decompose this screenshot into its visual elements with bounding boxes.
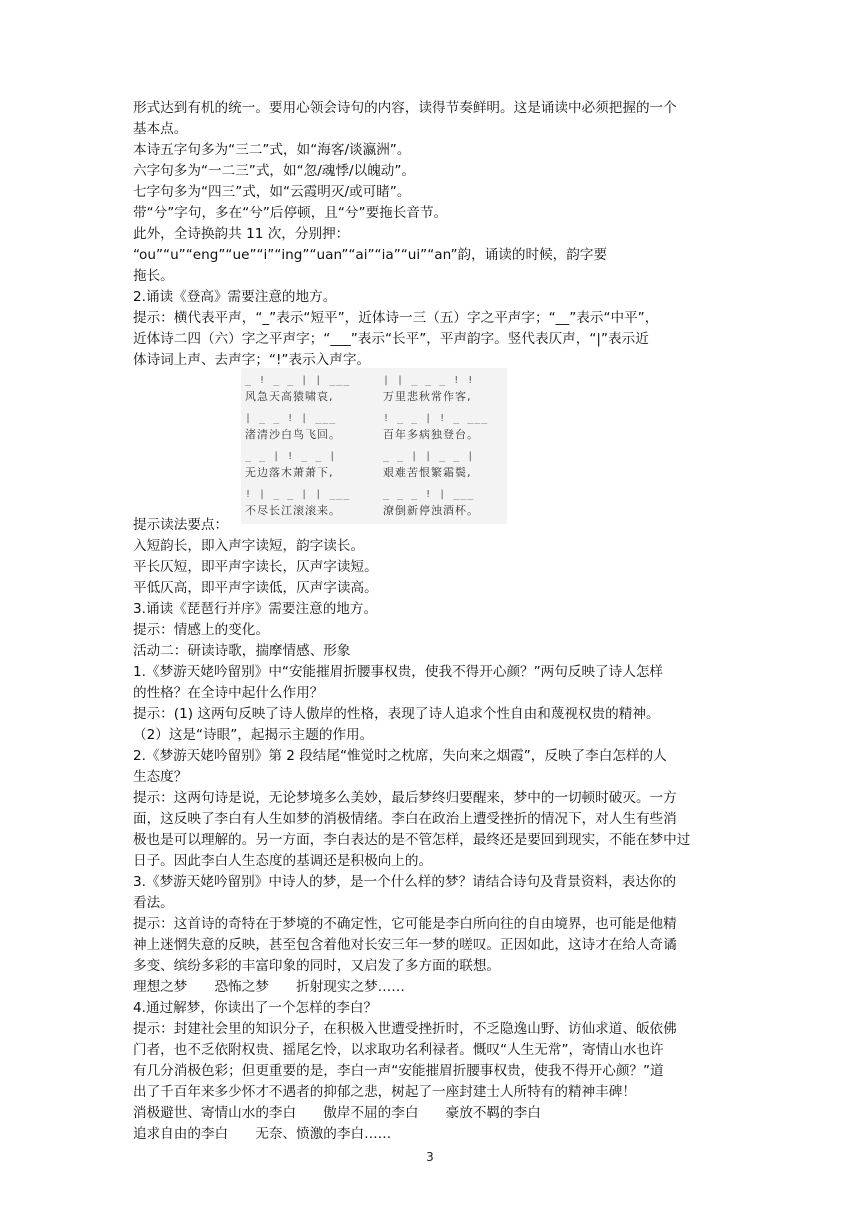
text-line: 提示读法要点： [133,517,229,533]
poem-line: 不尽长江滚滚来。 [245,504,341,517]
text-line: 带“兮”字句，多在“兮”后停顿，且“兮”要拖长音节。 [133,205,448,221]
tone-marks: _ _ _ ! | ___ [383,489,475,500]
poem-line: 潦倒新停浊酒杯。 [383,504,479,517]
poem-tone-figure [241,368,507,524]
text-line: 神上迷惘失意的反映，甚至包含着他对长安三年一梦的嗟叹。正因如此，这诗才在给人奇谲 [133,937,677,953]
text-line: 1.《梦游天姥吟留别》中“安能摧眉折腰事权贵，使我不得开心颜？”两句反映了诗人怎样 [133,664,664,680]
text-line: 提示：情感上的变化。 [133,622,269,638]
tone-marks: | _ _ ! | ___ [245,413,337,424]
text-line: 拖长。 [133,268,174,284]
text-line: 极也是可以理解的。另一方面，李白表达的是不管怎样，最终还是要回到现实，不能在梦中过 [133,832,691,848]
text-line: 提示：这两句诗是说，无论梦境多么美妙，最后梦终归要醒来，梦中的一切顿时破灭。一方 [133,790,677,806]
text-line: 七字句多为“四三”式，如“云霞明灭/或可睹”。 [133,184,411,200]
text-line: “ou”“u”“eng”“ue”“i”“ing”“uan”“ai”“ia”“ui”“an”韵，诵读的时候，韵字要 [133,247,608,263]
text-line: 提示：横代表平声，“_”表示“短平”，近体诗一三（五）字之平声字；“__”表示“中平”， [133,310,659,326]
text-line: 平长仄短，即平声字读长，仄声字读短。 [133,559,378,575]
text-line: 的性格？在全诗中起什么作用？ [133,685,324,701]
poem-line: 万里悲秋常作客, [383,390,472,403]
text-line: 日子。因此李白人生态度的基调还是积极向上的。 [133,853,433,869]
text-line: 多变、缤纷多彩的丰富印象的同时，又启发了多方面的联想。 [133,958,501,974]
text-line: 3.《梦游天姥吟留别》中诗人的梦，是一个什么样的梦？请结合诗句及背景资料，表达你的 [133,874,677,890]
text-line: 3.诵读《琵琶行并序》需要注意的地方。 [133,601,378,617]
text-line: 消极避世、寄情山水的李白 傲岸不屈的李白 豪放不羁的李白 [133,1105,541,1121]
text-line: 门者，也不乏依附权贵、摇尾乞怜，以求取功名利禄者。慨叹“人生无常”，寄情山水也许 [133,1042,664,1058]
page-number: 3 [426,1150,434,1164]
text-line: 六字句多为“一二三”式，如“忽/魂悸/以魄动”。 [133,163,416,179]
text-line: 提示：封建社会里的知识分子，在积极入世遭受挫折时，不乏隐逸山野、访仙求道、皈依佛 [133,1021,677,1037]
text-line: 近体诗二四（六）字之平声字；“___”表示“长平”，平声韵字。竖代表仄声，“|”表示近 [133,331,649,347]
tone-marks: ! | _ _ | | ___ [245,489,351,500]
text-line: 入短韵长，即入声字读短，韵字读长。 [133,538,365,554]
poem-line: 百年多病独登台。 [383,428,479,441]
text-line: 有几分消极色彩；但更重要的是，李白一声“安能摧眉折腰事权贵，使我不得开心颜？”道 [133,1063,664,1079]
tone-marks: ! _ _ | ! _ ___ [383,413,489,424]
text-line: 平低仄高，即平声字读低，仄声字读高。 [133,580,378,596]
text-line: （2）这是“诗眼”，起揭示主题的作用。 [133,727,374,743]
text-line: 4.通过解梦，你读出了一个怎样的李白？ [133,1000,378,1016]
text-line: 追求自由的李白 无奈、愤激的李白…… [133,1126,392,1142]
text-line: 基本点。 [133,121,188,137]
text-line: 此外，全诗换韵共 11 次，分别押： [133,226,350,242]
text-line: 提示：这首诗的奇特在于梦境的不确定性，它可能是李白所向往的自由境界，也可能是他精 [133,916,677,932]
text-line: 体诗词上声、去声字；“!”表示入声字。 [133,352,371,368]
poem-line: 无边落木萧萧下, [245,466,334,479]
text-line: 2.《梦游天姥吟留别》第 2 段结尾“惟觉时之枕席，失向来之烟霞”，反映了李白怎样的人 [133,748,667,764]
tone-marks: _ _ | | _ _ | [383,451,475,462]
text-line: 出了千百年来多少怀才不遇者的抑郁之悲，树起了一座封建士人所特有的精神丰碑！ [133,1084,636,1100]
text-line: 2.诵读《登高》需要注意的地方。 [133,289,337,305]
text-line: 理想之梦 恐怖之梦 折射现实之梦…… [133,979,405,995]
tone-marks: | | _ _ _ ! ! [383,375,475,386]
text-line: 提示：(1) 这两句反映了诗人傲岸的性格，表现了诗人追求个性自由和蔑视权贵的精神。 [133,706,660,722]
text-line: 生态度？ [133,769,188,785]
tone-marks: _ _ | ! _ _ | [245,451,337,462]
text-line: 面，这反映了李白有人生如梦的消极情绪。李白在政治上遭受挫折的情况下，对人生有些消 [133,811,677,827]
poem-line: 风急天高猿啸哀, [245,390,334,403]
text-line: 本诗五字句多为“三二”式，如“海客/谈瀛洲”。 [133,142,411,158]
poem-line: 渚清沙白鸟飞回。 [245,428,341,441]
text-line: 活动二：研读诗歌，揣摩情感、形象 [133,643,351,659]
tone-marks: _ ! _ _ | | ___ [245,375,351,386]
poem-line: 艰难苦恨繁霜鬓, [383,466,472,479]
text-line: 看法。 [133,895,174,911]
text-line: 形式达到有机的统一。要用心领会诗句的内容，读得节奏鲜明。这是诵读中必须把握的一个 [133,100,677,116]
